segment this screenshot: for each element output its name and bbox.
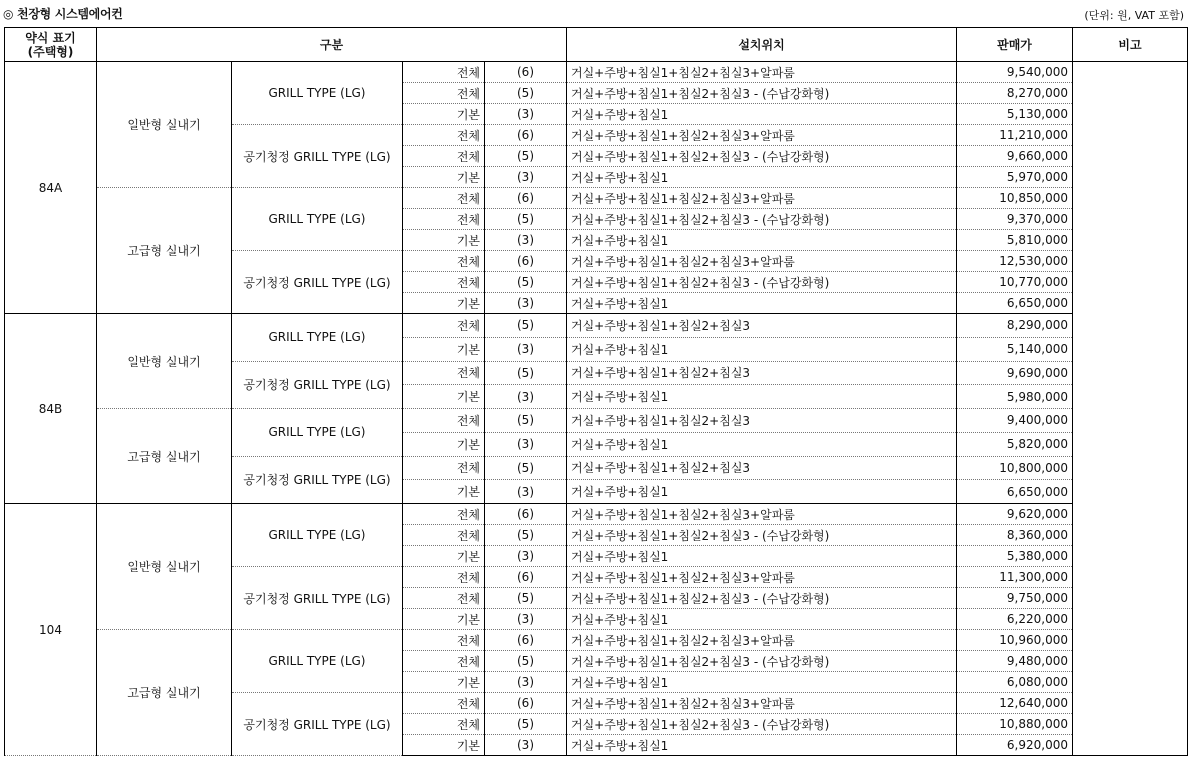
- install-location: 거실+주방+침실1+침실2+침실3 - (수납강화형): [567, 272, 957, 293]
- option-label: 전체: [403, 504, 485, 525]
- sale-price: 6,650,000: [957, 480, 1073, 504]
- sale-price: 5,130,000: [957, 104, 1073, 125]
- option-label: 기본: [403, 672, 485, 693]
- unit-count: (3): [485, 385, 567, 409]
- page-title: ◎ 천장형 시스템에어컨: [3, 7, 123, 21]
- install-location: 거실+주방+침실1+침실2+침실3: [567, 314, 957, 338]
- sale-price: 11,210,000: [957, 125, 1073, 146]
- house-type: 84B: [5, 314, 97, 504]
- unit-count: (5): [485, 314, 567, 338]
- unit-grade: 일반형 실내기: [97, 62, 232, 188]
- install-location: 거실+주방+침실1+침실2+침실3+알파룸: [567, 251, 957, 272]
- option-label: 기본: [403, 337, 485, 361]
- sale-price: 9,400,000: [957, 409, 1073, 433]
- sale-price: 5,140,000: [957, 337, 1073, 361]
- install-location: 거실+주방+침실1: [567, 672, 957, 693]
- house-type: 104: [5, 504, 97, 756]
- sale-price: 12,530,000: [957, 251, 1073, 272]
- model-name: 공기청정 GRILL TYPE (LG): [232, 693, 403, 756]
- unit-grade: 고급형 실내기: [97, 630, 232, 756]
- table-row: [5, 314, 1188, 338]
- option-label: 전체: [403, 83, 485, 104]
- option-label: 기본: [403, 546, 485, 567]
- house-type: 84A: [5, 62, 97, 314]
- install-location: 거실+주방+침실1+침실2+침실3 - (수납강화형): [567, 525, 957, 546]
- install-location: 거실+주방+침실1+침실2+침실3+알파룸: [567, 504, 957, 525]
- unit-count: (6): [485, 693, 567, 714]
- install-location: 거실+주방+침실1: [567, 609, 957, 630]
- sale-price: 9,370,000: [957, 209, 1073, 230]
- unit-grade: 고급형 실내기: [97, 188, 232, 314]
- sale-price: 6,920,000: [957, 735, 1073, 756]
- header-category: 구분: [97, 28, 567, 62]
- option-label: 전체: [403, 251, 485, 272]
- option-label: 전체: [403, 714, 485, 735]
- option-label: 기본: [403, 609, 485, 630]
- model-name: 공기청정 GRILL TYPE (LG): [232, 125, 403, 188]
- unit-count: (6): [485, 62, 567, 83]
- header-row: [5, 28, 1188, 62]
- option-label: 기본: [403, 167, 485, 188]
- option-label: 전체: [403, 125, 485, 146]
- unit-grade: 일반형 실내기: [97, 314, 232, 409]
- install-location: 거실+주방+침실1+침실2+침실3+알파룸: [567, 62, 957, 83]
- table-row: [5, 188, 1188, 209]
- install-location: 거실+주방+침실1+침실2+침실3 - (수납강화형): [567, 588, 957, 609]
- unit-count: (6): [485, 188, 567, 209]
- install-location: 거실+주방+침실1+침실2+침실3: [567, 456, 957, 480]
- install-location: 거실+주방+침실1+침실2+침실3 - (수납강화형): [567, 651, 957, 672]
- option-label: 전체: [403, 272, 485, 293]
- unit-count: (3): [485, 293, 567, 314]
- sale-price: 6,650,000: [957, 293, 1073, 314]
- option-label: 전체: [403, 209, 485, 230]
- model-name: GRILL TYPE (LG): [232, 314, 403, 362]
- option-label: 기본: [403, 480, 485, 504]
- header-remark: 비고: [1073, 28, 1188, 62]
- sale-price: 9,480,000: [957, 651, 1073, 672]
- sale-price: 10,770,000: [957, 272, 1073, 293]
- unit-count: (3): [485, 337, 567, 361]
- install-location: 거실+주방+침실1: [567, 546, 957, 567]
- unit-count: (5): [485, 83, 567, 104]
- option-label: 전체: [403, 456, 485, 480]
- install-location: 거실+주방+침실1+침실2+침실3+알파룸: [567, 567, 957, 588]
- install-location: 거실+주방+침실1: [567, 293, 957, 314]
- unit-count: (5): [485, 651, 567, 672]
- unit-note: (단위: 원, VAT 포함): [1084, 9, 1184, 22]
- option-label: 전체: [403, 361, 485, 385]
- unit-count: (5): [485, 272, 567, 293]
- sale-price: 6,080,000: [957, 672, 1073, 693]
- option-label: 전체: [403, 525, 485, 546]
- option-label: 기본: [403, 230, 485, 251]
- unit-count: (6): [485, 251, 567, 272]
- install-location: 거실+주방+침실1+침실2+침실3+알파룸: [567, 630, 957, 651]
- install-location: 거실+주방+침실1: [567, 230, 957, 251]
- sale-price: 8,270,000: [957, 83, 1073, 104]
- sale-price: 5,980,000: [957, 385, 1073, 409]
- option-label: 전체: [403, 588, 485, 609]
- unit-count: (6): [485, 567, 567, 588]
- install-location: 거실+주방+침실1+침실2+침실3+알파룸: [567, 693, 957, 714]
- sale-price: 9,540,000: [957, 62, 1073, 83]
- sale-price: 5,810,000: [957, 230, 1073, 251]
- model-name: GRILL TYPE (LG): [232, 630, 403, 693]
- unit-count: (3): [485, 609, 567, 630]
- option-label: 기본: [403, 385, 485, 409]
- model-name: GRILL TYPE (LG): [232, 409, 403, 457]
- install-location: 거실+주방+침실1: [567, 167, 957, 188]
- install-location: 거실+주방+침실1+침실2+침실3+알파룸: [567, 188, 957, 209]
- title-bar: [0, 0, 1190, 27]
- unit-count: (3): [485, 432, 567, 456]
- install-location: 거실+주방+침실1: [567, 337, 957, 361]
- unit-count: (3): [485, 104, 567, 125]
- option-label: 전체: [403, 314, 485, 338]
- unit-grade: 일반형 실내기: [97, 504, 232, 630]
- sale-price: 10,800,000: [957, 456, 1073, 480]
- unit-count: (5): [485, 146, 567, 167]
- option-label: 전체: [403, 146, 485, 167]
- sale-price: 9,750,000: [957, 588, 1073, 609]
- sale-price: 9,690,000: [957, 361, 1073, 385]
- sale-price: 5,970,000: [957, 167, 1073, 188]
- install-location: 거실+주방+침실1+침실2+침실3: [567, 409, 957, 433]
- option-label: 기본: [403, 293, 485, 314]
- model-name: 공기청정 GRILL TYPE (LG): [232, 456, 403, 504]
- model-name: 공기청정 GRILL TYPE (LG): [232, 251, 403, 314]
- unit-count: (6): [485, 125, 567, 146]
- model-name: GRILL TYPE (LG): [232, 504, 403, 567]
- install-location: 거실+주방+침실1+침실2+침실3: [567, 361, 957, 385]
- install-location: 거실+주방+침실1: [567, 385, 957, 409]
- model-name: GRILL TYPE (LG): [232, 188, 403, 251]
- option-label: 전체: [403, 62, 485, 83]
- price-table: [4, 27, 1188, 756]
- model-name: 공기청정 GRILL TYPE (LG): [232, 361, 403, 409]
- option-label: 전체: [403, 630, 485, 651]
- option-label: 전체: [403, 409, 485, 433]
- header-price: 판매가: [957, 28, 1073, 62]
- unit-count: (5): [485, 525, 567, 546]
- unit-count: (3): [485, 735, 567, 756]
- unit-count: (6): [485, 630, 567, 651]
- install-location: 거실+주방+침실1+침실2+침실3 - (수납강화형): [567, 714, 957, 735]
- install-location: 거실+주방+침실1+침실2+침실3+알파룸: [567, 125, 957, 146]
- table-row: [5, 630, 1188, 651]
- unit-count: (5): [485, 588, 567, 609]
- sale-price: 12,640,000: [957, 693, 1073, 714]
- unit-count: (3): [485, 230, 567, 251]
- install-location: 거실+주방+침실1+침실2+침실3 - (수납강화형): [567, 83, 957, 104]
- sale-price: 10,850,000: [957, 188, 1073, 209]
- install-location: 거실+주방+침실1+침실2+침실3 - (수납강화형): [567, 146, 957, 167]
- model-name: GRILL TYPE (LG): [232, 62, 403, 125]
- option-label: 전체: [403, 188, 485, 209]
- unit-count: (3): [485, 672, 567, 693]
- install-location: 거실+주방+침실1: [567, 735, 957, 756]
- header-location: 설치위치: [567, 28, 957, 62]
- unit-grade: 고급형 실내기: [97, 409, 232, 504]
- table-row: [5, 504, 1188, 525]
- unit-count: (5): [485, 209, 567, 230]
- option-label: 전체: [403, 567, 485, 588]
- remark-cell: [1073, 62, 1188, 756]
- unit-count: (5): [485, 714, 567, 735]
- option-label: 전체: [403, 693, 485, 714]
- option-label: 기본: [403, 735, 485, 756]
- sale-price: 9,620,000: [957, 504, 1073, 525]
- install-location: 거실+주방+침실1+침실2+침실3 - (수납강화형): [567, 209, 957, 230]
- sale-price: 8,360,000: [957, 525, 1073, 546]
- table-row: [5, 62, 1188, 83]
- sale-price: 10,880,000: [957, 714, 1073, 735]
- option-label: 기본: [403, 432, 485, 456]
- unit-count: (3): [485, 167, 567, 188]
- unit-count: (5): [485, 456, 567, 480]
- unit-count: (5): [485, 409, 567, 433]
- sale-price: 9,660,000: [957, 146, 1073, 167]
- install-location: 거실+주방+침실1: [567, 480, 957, 504]
- option-label: 기본: [403, 104, 485, 125]
- sale-price: 8,290,000: [957, 314, 1073, 338]
- header-type: 약식 표기 (주택형): [5, 28, 97, 62]
- option-label: 전체: [403, 651, 485, 672]
- sale-price: 6,220,000: [957, 609, 1073, 630]
- unit-count: (6): [485, 504, 567, 525]
- sale-price: 10,960,000: [957, 630, 1073, 651]
- install-location: 거실+주방+침실1: [567, 432, 957, 456]
- unit-count: (5): [485, 361, 567, 385]
- sale-price: 11,300,000: [957, 567, 1073, 588]
- sale-price: 5,380,000: [957, 546, 1073, 567]
- table-row: [5, 409, 1188, 433]
- model-name: 공기청정 GRILL TYPE (LG): [232, 567, 403, 630]
- sale-price: 5,820,000: [957, 432, 1073, 456]
- unit-count: (3): [485, 480, 567, 504]
- install-location: 거실+주방+침실1: [567, 104, 957, 125]
- table-body: [5, 62, 1188, 756]
- unit-count: (3): [485, 546, 567, 567]
